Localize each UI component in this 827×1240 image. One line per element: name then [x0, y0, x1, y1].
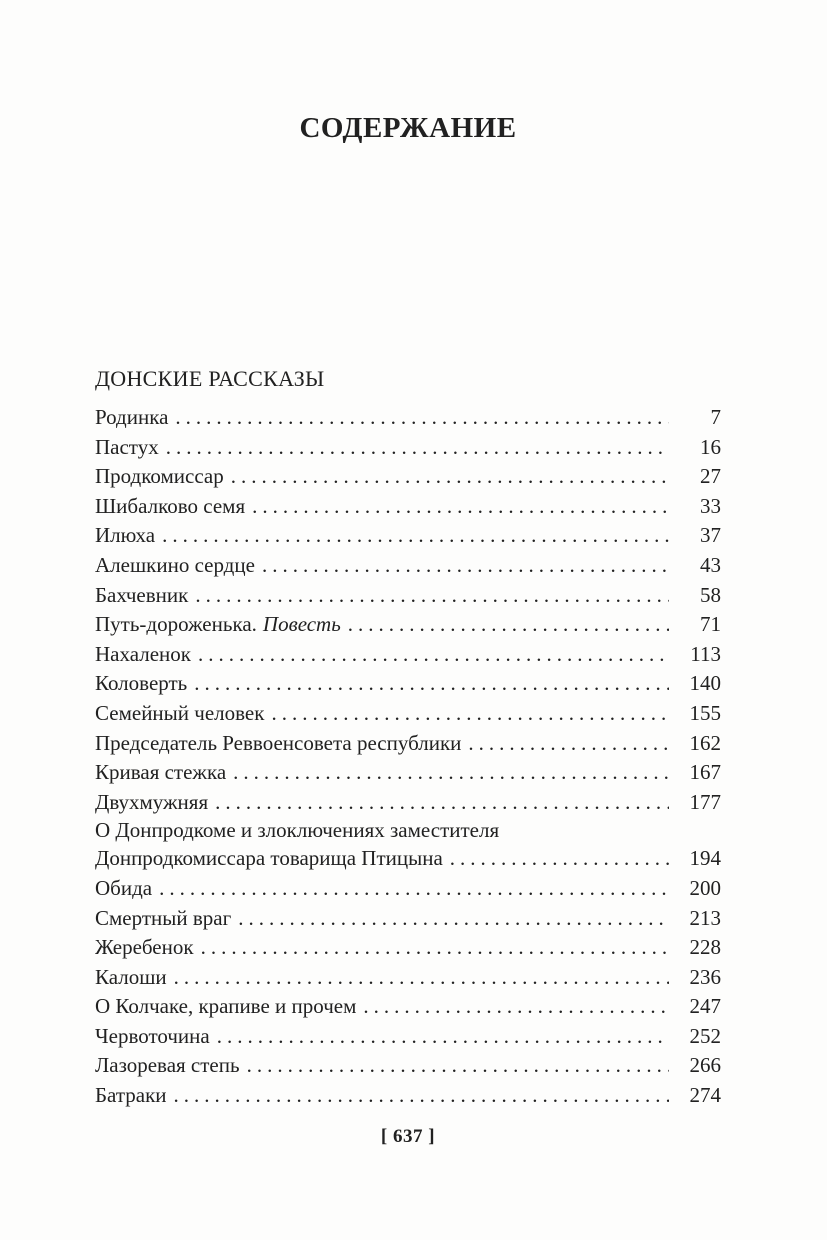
dot-leader: [217, 1022, 669, 1052]
toc-entry: [95, 758, 721, 788]
toc-entry-page: 167: [689, 760, 721, 785]
toc-list: [95, 403, 721, 1111]
toc-entry-title: Семейный человек: [95, 700, 265, 725]
dot-leader: [159, 874, 669, 904]
toc-entry-page: 200: [689, 875, 721, 900]
toc-entry-title: Жеребенок: [95, 935, 194, 960]
dot-leader: [201, 933, 669, 963]
dot-leader: [247, 1051, 669, 1081]
toc-entry: [95, 1051, 721, 1081]
toc-entry-title: Червоточина: [95, 1023, 210, 1048]
page-number-footer: [ 637 ]: [380, 1126, 436, 1147]
toc-entry: [95, 551, 721, 581]
dot-leader: [174, 963, 669, 993]
toc-entry-page: 16: [700, 434, 721, 459]
toc-entry: [95, 844, 721, 874]
toc-entry-page: 266: [689, 1053, 721, 1078]
toc-entry-title: Председатель Реввоенсовета республики: [95, 730, 462, 755]
toc-entry: [95, 610, 721, 640]
toc-entry-page: 113: [690, 641, 721, 666]
toc-entry: [95, 904, 721, 934]
toc-entry-title: Обида: [95, 875, 153, 900]
toc-entry: [95, 462, 721, 492]
toc-entry-title: Бахчевник: [95, 582, 189, 607]
toc-entry-page: 194: [689, 846, 721, 871]
toc-entry-title: Нахаленок: [95, 641, 191, 666]
toc-entry: [95, 699, 721, 729]
toc-entry-page: 213: [689, 905, 721, 930]
toc-entry-title: Кривая стежка: [95, 760, 227, 785]
toc-entry: [95, 1081, 721, 1111]
dot-leader: [194, 669, 669, 699]
toc-entry-title: Шибалково семя: [95, 493, 246, 518]
toc-entry: [95, 521, 721, 551]
toc-entry: [95, 669, 721, 699]
dot-leader: [468, 729, 669, 759]
dot-leader: [262, 551, 669, 581]
dot-leader: [175, 403, 669, 433]
toc-entry-page: 58: [700, 582, 721, 607]
dot-leader: [450, 844, 669, 874]
toc-entry: [95, 1022, 721, 1052]
dot-leader: [195, 581, 669, 611]
toc-entry: [95, 403, 721, 433]
toc-entry-title: Лазоревая степь: [95, 1053, 240, 1078]
toc-entry-page: 7: [710, 405, 721, 429]
toc-entry-title: О Донпродкоме и злоключениях заместителя: [95, 818, 500, 843]
toc-entry-page: 228: [689, 935, 721, 960]
dot-leader: [231, 462, 669, 492]
toc-entry: [95, 433, 721, 463]
contents-title: СОДЕРЖАНИЕ: [299, 112, 517, 144]
dot-leader: [166, 433, 669, 463]
toc-entry-title: Коловерть: [95, 671, 188, 696]
toc-entry-page: 177: [689, 789, 721, 814]
toc-entry-page: 33: [700, 493, 721, 518]
dot-leader: [363, 992, 669, 1022]
section-heading-don-stories: ДОНСКИЕ РАССКАЗЫ: [95, 366, 325, 391]
toc-entry: [95, 729, 721, 759]
toc-entry: [95, 963, 721, 993]
toc-entry-title: О Колчаке, крапиве и прочем: [95, 994, 357, 1019]
toc-entry-title: Продкомиссар: [95, 464, 224, 489]
toc-entry: [95, 874, 721, 904]
toc-entry-genre-italic: Повесть: [262, 612, 341, 637]
toc-entry-title: Калоши: [95, 964, 167, 989]
toc-entry-page: 236: [689, 964, 721, 989]
toc-entry-title: Родинка: [95, 405, 169, 429]
toc-entry-page: 71: [700, 612, 721, 637]
toc-entry-page: 27: [700, 464, 721, 489]
toc-entry-page: 274: [689, 1083, 721, 1108]
toc-entry-title: Илюха: [95, 523, 156, 548]
toc-entry: [95, 640, 721, 670]
toc-entry-page: 252: [689, 1023, 721, 1048]
toc-entry-page: 43: [700, 552, 721, 577]
dot-leader: [238, 904, 669, 934]
toc-entry-page: 37: [700, 523, 721, 548]
toc-entry-title: Пастух: [95, 434, 159, 459]
dot-leader: [162, 521, 669, 551]
toc-entry: [95, 492, 721, 522]
toc-entry-page: 247: [689, 994, 721, 1019]
toc-entry-title: Путь-дороженька.: [95, 612, 257, 637]
toc-entry-title: Батраки: [95, 1083, 167, 1108]
dot-leader: [348, 610, 669, 640]
toc-entry: [95, 788, 721, 818]
toc-entry-title: Донпродкомиссара товарища Птицына: [95, 846, 443, 871]
toc-entry-page: 140: [689, 671, 721, 696]
toc-entry: [95, 992, 721, 1022]
toc-entry: [95, 933, 721, 963]
toc-entry-page: 162: [689, 730, 721, 755]
toc-entry-wrap-line: [95, 817, 721, 844]
dot-leader: [174, 1081, 669, 1111]
toc-entry-title: Смертный враг: [95, 905, 232, 930]
dot-leader: [233, 758, 669, 788]
toc-entry-page: 155: [689, 700, 721, 725]
dot-leader: [271, 699, 669, 729]
dot-leader: [198, 640, 669, 670]
toc-entry: [95, 581, 721, 611]
toc-entry-title: Двухмужняя: [95, 789, 209, 814]
toc-entry-title: Алешкино сердце: [95, 552, 255, 577]
dot-leader: [252, 492, 669, 522]
dot-leader: [215, 788, 669, 818]
